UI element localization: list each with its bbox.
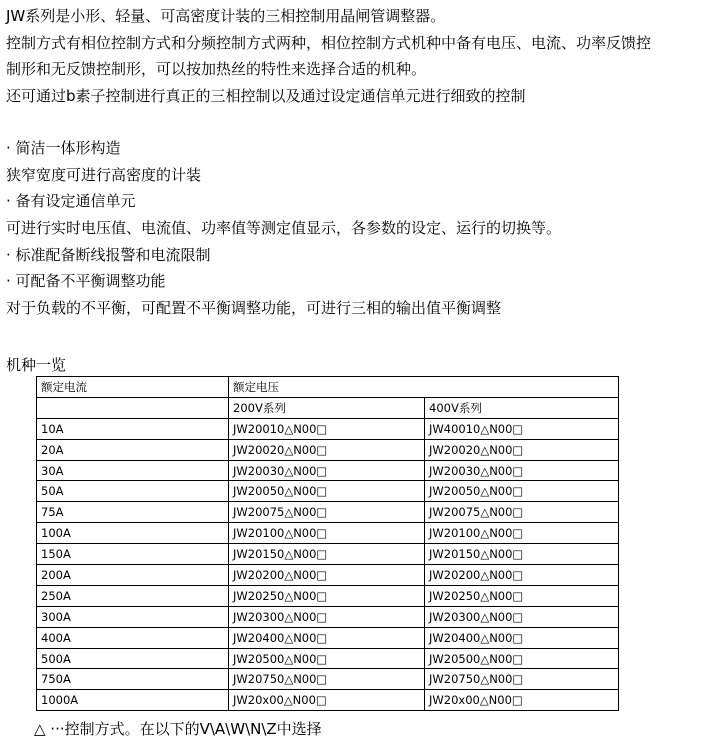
model-200v-cell: JW20050△N00□ <box>229 481 425 502</box>
table-row <box>37 606 619 627</box>
model-200v-cell: JW20500△N00□ <box>229 648 425 669</box>
model-200v-cell: JW20010△N00□ <box>229 418 425 439</box>
table-header-row <box>37 377 619 398</box>
current-cell: 50A <box>37 481 229 502</box>
intro-paragraph <box>6 4 651 110</box>
table-row <box>37 585 619 606</box>
current-cell: 250A <box>37 585 229 606</box>
model-200v-cell: JW20020△N00□ <box>229 439 425 460</box>
table-row <box>37 669 619 690</box>
model-200v-cell: JW20250△N00□ <box>229 585 425 606</box>
model-400v-cell: JW20075△N00□ <box>425 502 619 523</box>
feature-detail: 可进行实时电压值、电流值、功率值等测定值显示，各参数的设定、运行的切换等。 <box>6 219 562 238</box>
model-200v-cell: JW20150△N00□ <box>229 544 425 565</box>
intro-line: 还可通过b素子控制进行真正的三相控制以及通过设定通信单元进行细致的控制 <box>6 86 526 105</box>
current-cell: 20A <box>37 439 229 460</box>
model-400v-cell: JW20020△N00□ <box>425 439 619 460</box>
table-row <box>37 502 619 523</box>
feature-item: · 备有设定通信单元 <box>6 192 136 211</box>
model-200v-cell: JW20100△N00□ <box>229 523 425 544</box>
model-400v-cell: JW20150△N00□ <box>425 544 619 565</box>
table-subheader-row <box>37 397 619 418</box>
footnote: △ ···控制方式。在以下的V\A\W\N\Z中选择 <box>34 720 322 738</box>
feature-item: · 简洁一体形构造 <box>6 139 121 157</box>
model-400v-cell: JW20250△N00□ <box>425 585 619 606</box>
intro-line: 制形和无反馈控制形，可以按加热丝的特性来选择合适的机种。 <box>6 60 427 78</box>
current-cell: 150A <box>37 544 229 565</box>
model-400v-cell: JW20050△N00□ <box>425 481 619 502</box>
feature-detail: 对于负载的不平衡，可配置不平衡调整功能，可进行三相的输出值平衡调整 <box>6 299 502 318</box>
current-cell: 500A <box>37 648 229 669</box>
model-200v-cell: JW20750△N00□ <box>229 669 425 690</box>
current-cell: 200A <box>37 565 229 586</box>
header-empty-cell <box>37 397 229 418</box>
header-rated-voltage: 额定电压 <box>229 377 619 398</box>
header-rated-current: 额定电流 <box>37 377 229 398</box>
table-row <box>37 648 619 669</box>
current-cell: 30A <box>37 460 229 481</box>
table-row <box>37 460 619 481</box>
model-400v-cell: JW20500△N00□ <box>425 648 619 669</box>
model-400v-cell: JW20030△N00□ <box>425 460 619 481</box>
model-400v-cell: JW20750△N00□ <box>425 669 619 690</box>
intro-line: JW系列是小形、轻量、可高密度计装的三相控制用晶闸管调整器。 <box>6 7 446 25</box>
model-200v-cell: JW20200△N00□ <box>229 565 425 586</box>
table-row <box>37 481 619 502</box>
table-row <box>37 418 619 439</box>
model-200v-cell: JW20400△N00□ <box>229 627 425 648</box>
table-row <box>37 565 619 586</box>
table-row <box>37 439 619 460</box>
table-title: 机种一览 <box>6 356 67 374</box>
current-cell: 75A <box>37 502 229 523</box>
model-400v-cell: JW40010△N00□ <box>425 418 619 439</box>
model-400v-cell: JW20400△N00□ <box>425 627 619 648</box>
model-table <box>36 376 619 711</box>
current-cell: 750A <box>37 669 229 690</box>
model-400v-cell: JW20300△N00□ <box>425 606 619 627</box>
model-200v-cell: JW20300△N00□ <box>229 606 425 627</box>
current-cell: 400A <box>37 627 229 648</box>
model-400v-cell: JW20200△N00□ <box>425 565 619 586</box>
model-400v-cell: JW20x00△N00□ <box>425 690 619 711</box>
header-400v-series: 400V系列 <box>425 397 619 418</box>
table-row <box>37 627 619 648</box>
current-cell: 10A <box>37 418 229 439</box>
current-cell: 300A <box>37 606 229 627</box>
feature-item: · 标准配备断线报警和电流限制 <box>6 245 211 264</box>
model-200v-cell: JW20030△N00□ <box>229 460 425 481</box>
table-row <box>37 523 619 544</box>
header-200v-series: 200V系列 <box>229 397 425 418</box>
model-200v-cell: JW20x00△N00□ <box>229 690 425 711</box>
current-cell: 100A <box>37 523 229 544</box>
intro-line: 控制方式有相位控制方式和分频控制方式两种，相位控制方式机种中备有电压、电流、功率反馈控 <box>6 33 652 52</box>
feature-item: · 可配备不平衡调整功能 <box>6 272 166 291</box>
table-row <box>37 690 619 711</box>
feature-detail: 狭窄宽度可进行高密度的计装 <box>6 165 202 184</box>
feature-list <box>6 136 561 323</box>
model-400v-cell: JW20100△N00□ <box>425 523 619 544</box>
model-200v-cell: JW20075△N00□ <box>229 502 425 523</box>
current-cell: 1000A <box>37 690 229 711</box>
table-row <box>37 544 619 565</box>
